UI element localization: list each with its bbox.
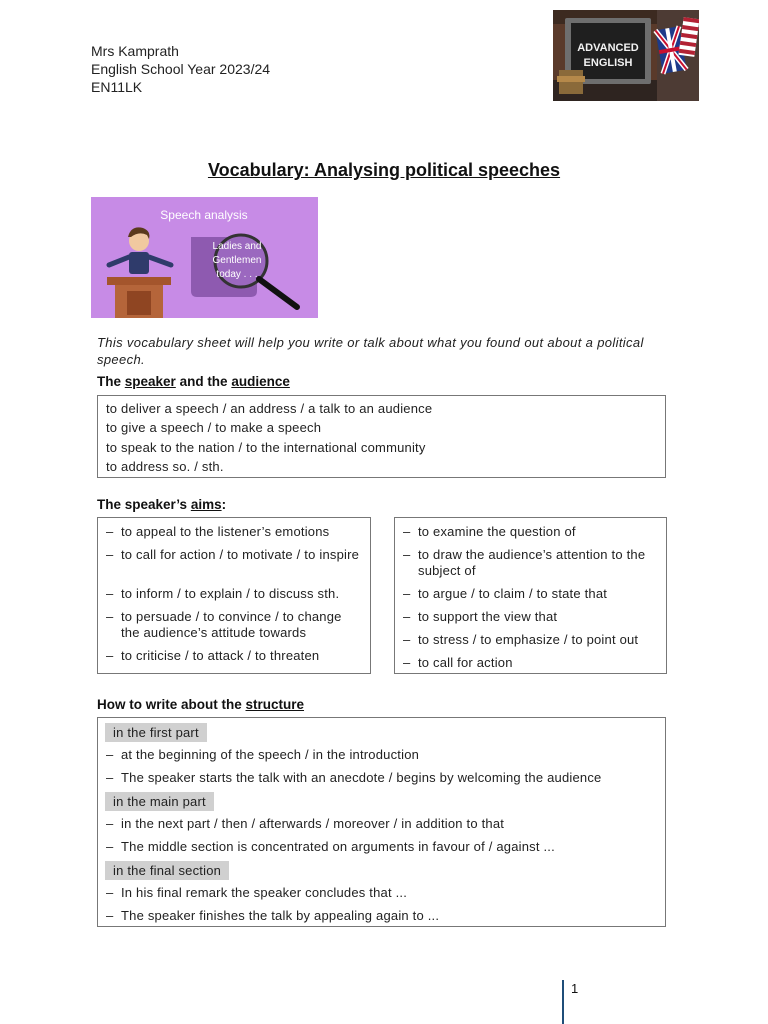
school-year: English School Year 2023/24 <box>91 61 271 77</box>
svg-text:Gentlemen: Gentlemen <box>212 255 262 266</box>
section-tag-final: in the final section <box>105 861 229 880</box>
speech-analysis-thumbnail <box>91 197 318 318</box>
page-title: Vocabulary: Analysing political speeches <box>207 160 561 180</box>
list-item: – to inform / to explain / to discuss sth. <box>106 586 340 601</box>
section-tag-first: in the first part <box>105 723 207 742</box>
svg-text:Ladies and: Ladies and <box>212 241 262 252</box>
intro-text: This vocabulary sheet will help you write or talk about what you found out about a political speech. <box>97 335 644 367</box>
advanced-english-logo <box>553 10 699 101</box>
structure-heading: How to write about the structure <box>97 697 305 712</box>
list-item: – at the beginning of the speech / in the introduction <box>106 747 420 762</box>
list-item: – The middle section is concentrated on arguments in favour of / against ... <box>106 839 555 854</box>
speaker-audience-heading: The speaker and the audience <box>97 374 290 389</box>
list-item: – to stress / to emphasize / to point out <box>403 632 639 647</box>
list-item: – to support the view that <box>403 609 558 624</box>
list-item: – In his final remark the speaker concludes that ... <box>106 885 408 900</box>
list-item: – to criticise / to attack / to threaten <box>106 648 320 663</box>
list-item: – to argue / to claim / to state that <box>403 586 608 601</box>
course-code: EN11LK <box>91 79 143 95</box>
document-header <box>91 42 270 96</box>
vocab-line: to deliver a speech / an address / a talk to an audience <box>106 401 433 416</box>
list-item: – The speaker finishes the talk by appealing again to ... <box>106 908 440 923</box>
svg-text:today . . .: today . . . <box>216 269 258 280</box>
teacher-name: Mrs Kamprath <box>91 43 179 59</box>
list-item: – The speaker starts the talk with an anecdote / begins by welcoming the audience <box>106 770 602 785</box>
logo-text-line1: ADVANCED <box>577 42 639 54</box>
vocab-line: to speak to the nation / to the international community <box>106 440 426 455</box>
thumbnail-caption: Speech analysis <box>160 208 248 222</box>
vocab-line: to give a speech / to make a speech <box>106 420 322 435</box>
list-item: – to call for action / to motivate / to inspire <box>106 547 360 562</box>
aims-heading: The speaker’s aims: <box>97 497 227 512</box>
page-number-divider <box>562 980 564 1024</box>
list-item: – in the next part / then / afterwards / moreover / in addition to that <box>106 816 505 831</box>
list-item: – to call for action <box>403 655 513 670</box>
list-item: – to persuade / to convince / to change the audience’s attitude towards <box>106 609 342 640</box>
list-item: – to appeal to the listener’s emotions <box>106 524 330 539</box>
section-tag-main: in the main part <box>105 792 214 811</box>
structure-box <box>97 717 666 927</box>
aims-left-box <box>97 517 371 674</box>
vocab-line: to address so. / sth. <box>106 459 224 474</box>
logo-text-line2: ENGLISH <box>583 57 633 69</box>
aims-right-box <box>394 517 667 674</box>
list-item: – to examine the question of <box>403 524 576 539</box>
list-item: – to draw the audience’s attention to the subject of <box>403 547 646 578</box>
page-number: 1 <box>571 981 579 996</box>
speaker-audience-box <box>97 395 666 478</box>
